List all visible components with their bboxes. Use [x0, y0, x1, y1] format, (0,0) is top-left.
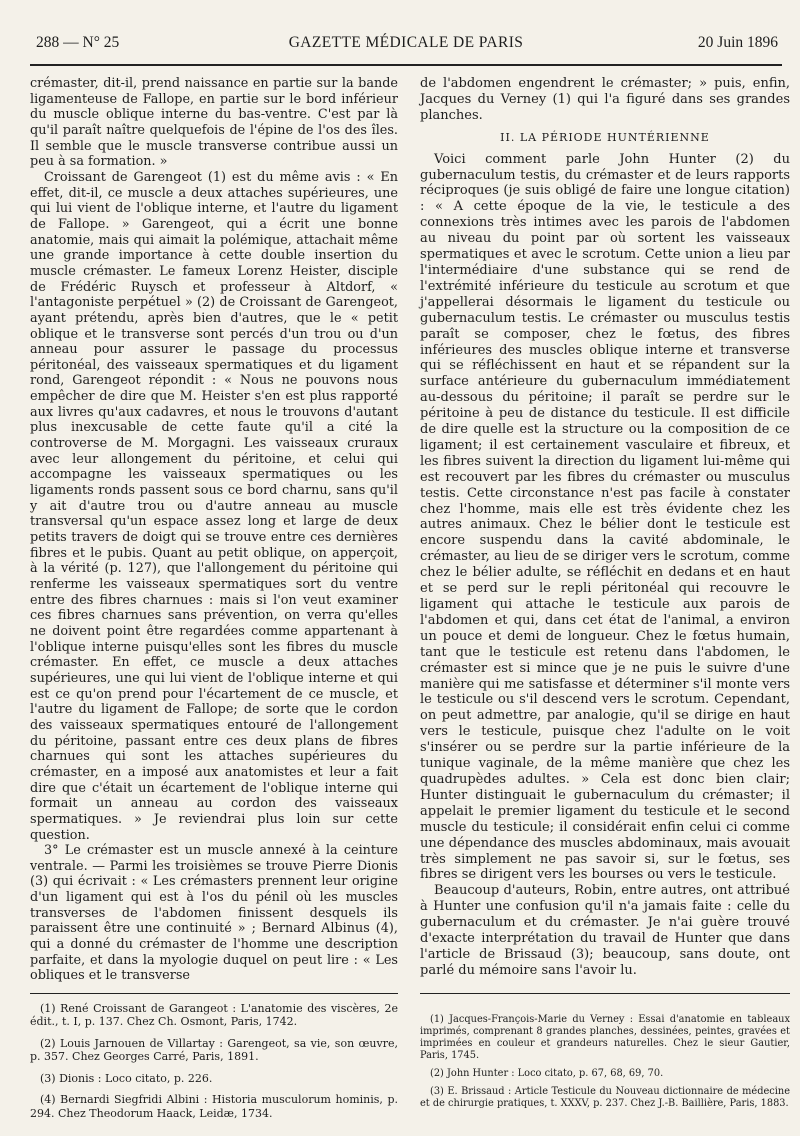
paragraph: de l'abdomen engendrent le crémaster; » puis, enfin, Jacques du Verney (1) qui l'a figuré dans ses grandes planches. [420, 76, 790, 123]
section-heading: II. LA PÉRIODE HUNTÉRIENNE [500, 130, 710, 144]
page-number: 288 — N° 25 [36, 34, 120, 51]
paragraph: Beaucoup d'auteurs, Robin, entre autres, ont attribué à Hunter une confusion qu'il n'a jamais faite : celle du gubernaculum et du crémaster. Je n'ai guère trouvé d'exacte interprétation du travail de Hunter que dans l'article de Brissaud (3); beaucoup, sans doute, ont parlé du mémoire sans l'avoir lu. [420, 883, 790, 978]
footnote: (3) E. Brissaud : Article Testicule du Nouveau dictionnaire de médecine et de chirurgie pratiques, t. XXXV, p. 237. Chez J.-B. Baillière, Paris, 1883. [420, 1086, 790, 1109]
footnote: (2) John Hunter : Loco citato, p. 67, 68, 69, 70. [430, 1068, 664, 1079]
footnotes-left [30, 1002, 398, 1128]
paragraph: crémaster, dit-il, prend naissance en partie sur la bande ligamenteuse de Fallope, en partie sur le bord inférieur du muscle oblique interne du bas-ventre. C'est par là qu'il paraît naître quelquefois de l'épine de l'os des îles. Il semble que le muscle transverse contribue aussi un peu à sa formation. » [30, 76, 398, 170]
footnote: (1) René Croissant de Garangeot : L'anatomie des viscères, 2e édit., t. I, p. 137. Chez Ch. Osmont, Paris, 1742. [30, 1002, 398, 1029]
right-column [420, 76, 790, 979]
paragraph: 3° Le crémaster est un muscle annexé à la ceinture ventrale. — Parmi les troisièmes se trouve Pierre Dionis (3) qui écrivait : « Les crémasters prennent leur origine d'un ligament qui est à l'os du pénil où les muscles transverses de l'abdomen finissent desquels ils paraissent être une continuité » ; Bernard Albinus (4), qui a donné du crémaster de l'homme une description parfaite, et dans la myologie duquel on peut lire : « Les obliques et le transverse [30, 843, 398, 984]
left-column [30, 76, 398, 984]
issue-date: 20 Juin 1896 [697, 34, 778, 51]
paragraph: Croissant de Garengeot (1) est du même avis : « En effet, dit-il, ce muscle a deux attaches supérieures, une qui lui vient de l'oblique interne, et l'autre du ligament de Fallope. » Garengeot, qui a écrit une bonne anatomie, mais qui aimait la polémique, attachait même une grande importance à cette double insertion du muscle crémaster. Le fameux Lorenz Heister, disciple de Frédéric Ruysch et professeur à Altdorf, « l'antagoniste perpétuel » (2) de Croissant de Garengeot, ayant prétendu, après bien d'autres, que le « petit oblique et le transverse sont percés d'un trou ou d'un anneau pour assurer le passage du processus péritonéal, des vaisseaux spermatiques et du ligament rond, Garengeot répondit : « Nous ne pouvons nous empêcher de dire que M. Heister s'en est plus rapporté aux livres qu'aux cadavres, et nous le trouvons d'autant plus inexcusable de cette faute qu'il a cité la controverse de M. Morgagni. Les vaisseaux cruraux avec leur allongement du péritoine, et celui qui accompagne les vaisseaux spermatiques ou les ligaments ronds passent sous ce bord charnu, sans qu'il y ait d'autre trou ou d'autre anneau au muscle transversal qu'un espace assez long et large de deux petits travers de doigt qui se trouve entre ces dernières fibres et le pubis. Quant au petit oblique, on apperçoit, à la vérité (p. 127), que l'allongement du péritoine qui renferme les vaisseaux spermatiques sort du ventre entre des fibres charnues : mais si l'on veut examiner ces fibres charnues sans prévention, on verra qu'elles ne doivent point être regardées comme appartenant à l'oblique interne puisqu'elles sont les fibres du muscle crémaster. En effet, ce muscle a deux attaches supérieures, une qui lui vient de l'oblique interne et qui est ce qu'on prend pour l'écartement de ce muscle, et l'autre du ligament de Fallope; de sorte que le cordon des vaisseaux spermatiques entouré de l'allongement du péritoine, passant entre ces deux plans de fibres charnues qui sont les attaches supérieures du crémaster, en a imposé aux anatomistes et leur a fait dire que c'était un écartement de l'oblique interne qui formait un anneau au cordon des vaisseaux spermatiques. » Je reviendrai plus loin sur cette question. [30, 169, 398, 843]
footnote: (3) Dionis : Loco citato, p. 226. [40, 1071, 213, 1085]
footnote: (1) Jacques-François-Marie du Verney : Essai d'anatomie en tableaux imprimés, comprenant 8 grandes planches, dessinées, peintes, gravées et imprimées en couleur et grandeurs naturelles. Chez le sieur Gautier, Paris, 1745. [420, 1014, 790, 1061]
footnote-rule [420, 993, 790, 994]
header-rule [30, 64, 782, 66]
paragraph: Voici comment parle John Hunter (2) du gubernaculum testis, du crémaster et de leurs rapports réciproques (je suis obligé de faire une longue citation) : « A cette époque de la vie, le testicule a des connexions très intimes avec les parois de l'abdomen au niveau du point par où sortent les vaisseaux spermatiques et avec le scrotum. Cette union a lieu par l'intermédiaire d'une substance qui se rend de l'extrémité inférieure du testicule au scrotum et que j'appellerai désormais le ligament du testicule ou gubernaculum testis. Le crémaster ou musculus testis paraît se composer, chez le fœtus, des fibres inférieures des muscles oblique interne et transverse qui se réfléchissent en haut et se répandent sur la surface antérieure du gubernaculum immédiatement au-dessous du péritoine; il paraît se perdre sur le péritoine à peu de distance du testicule. Il est difficile de dire quelle est la structure ou la composition de ce ligament; il est certainement vasculaire et fibreux, et les fibres suivent la direction du ligament lui-même qui est recouvert par les fibres du crémaster ou musculus testis. Cette circonstance n'est pas facile à constater chez l'homme, mais elle est très évidente chez les autres animaux. Chez le bélier dont le testicule est encore suspendu dans la cavité abdominale, le crémaster, au lieu de se diriger vers le scrotum, comme chez le bélier adulte, se réfléchit en dedans et en haut et se perd sur le repli péritonéal qui recouvre le ligament qui attache le testicule aux parois de l'abdomen et qui, dans cet état de l'animal, a environ un pouce et demi de longueur. Chez le fœtus humain, tant que le testicule est retenu dans l'abdomen, le crémaster est si mince que je ne puis le suivre d'une manière qui me satisfasse et déterminer s'il monte vers le testicule ou s'il descend vers le scrotum. Cependant, on peut admettre, par analogie, qu'il se dirige en haut vers le testicule, puisque chez l'adulte on le voit s'insérer ou se perdre sur la partie inférieure de la tunique vaginale, de la même manière que chez les quadrupèdes adultes. » Cela est donc bien clair; Hunter distinguait le gubernaculum du crémaster; il appelait le premier ligament du testicule et le second muscle du testicule; il considérait enfin celui ci comme une dépendance des muscles abdominaux, mais avouait très simplement ne pas savoir si, sur le fœtus, ses fibres se dirigent vers les bourses ou vers le testicule. [420, 151, 790, 883]
page-header [30, 34, 782, 56]
footnote: (2) Louis Jarnouen de Villartay : Garengeot, sa vie, son œuvre, p. 357. Chez Georges Carré, Paris, 1891. [30, 1036, 398, 1064]
footnotes-right [420, 1014, 790, 1116]
footnote: (4) Bernardi Siegfridi Albini : Historia musculorum hominis, p. 294. Chez Theodorum Haack, Leidæ, 1734. [30, 1093, 398, 1120]
journal-title: GAZETTE MÉDICALE DE PARIS [288, 34, 524, 51]
footnote-rule [30, 993, 398, 994]
